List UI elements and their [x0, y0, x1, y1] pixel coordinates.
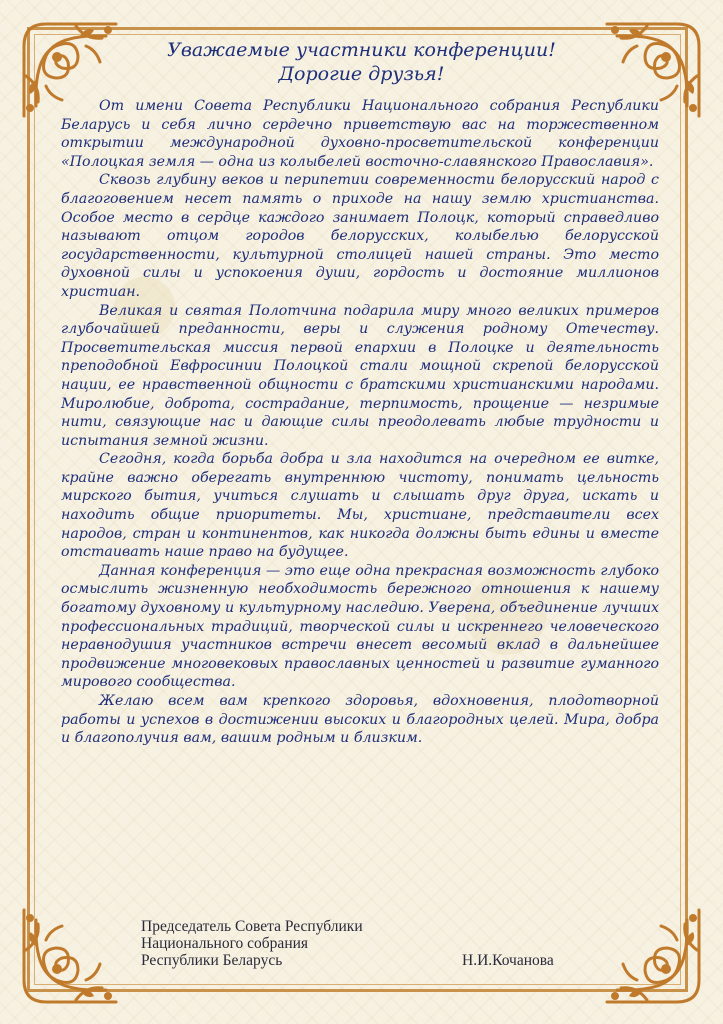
greeting-line-2: Дорогие друзья! [278, 63, 445, 85]
paragraph: Желаю всем вам крепкого здоровья, вдохновения, плодотворной работы и успехов в достижении высоких и благородных целей. Мира, добра и благополучия вам, вашим родным и близким. [61, 693, 659, 747]
greeting-line-1: Уважаемые участники конференции! [167, 39, 556, 61]
paragraph: Данная конференция — это еще одна прекрасная возможность глубоко осмыслить жизненную необходимость бережного отношения к нашему богатому духовному и культурному наследию. Уверена, объединение лучших профессиональных традиций, творческой силы и искреннего человеческого неравнодушия участников встречи внесет весомый вклад в дальнейшее продвижение многовековых православных ценностей и развитие гуманного мирового сообщества. [61, 562, 659, 691]
paragraph: Великая и святая Полотчина подарила миру много великих примеров глубочайшей преданности, веры и служения родному Отечеству. Просветительская миссия первой епархии в Полоцке и деятельность преподобной Евфросинии Полоцкой стали мощной скрепой белорусской нации, ее нравственной общности с братскими христианскими народами. Миролюбие, доброта, сострадание, терпимость, прощение — незримые нити, связующие нас и дающие силы преодолевать любые трудности и испытания земной жизни. [61, 302, 659, 449]
signatory-title-line: Республики Беларусь [141, 952, 283, 969]
paragraph: Сегодня, когда борьба добра и зла находится на очередном ее витке, крайне важно оберегать внутреннюю чистоту, понимать цельность мирского бытия, учиться слушать и слышать друг друга, искать и находить общие приоритеты. Мы, христиане, представители всех народов, стран и континентов, как никогда должны быть едины и вместе отстаивать наше право на будущее. [61, 451, 659, 561]
signatory-title-line: Национального собрания [141, 935, 309, 952]
corner-ornament-icon [16, 900, 126, 1010]
paragraph: Сквозь глубину веков и перипетии современности белорусский народ с благоговением несет память о приходе на нашу землю христианства. Особое место в сердце каждого занимает Полоцк, который справедливо называют отцом городов белорусских, колыбелью белорусской государственности, культурной столицей нашей страны. Это место духовной силы и успокоения души, гордость и достояние миллионов христиан. [61, 172, 659, 300]
corner-ornament-icon [597, 900, 707, 1010]
signatory-title [141, 918, 451, 969]
signatory-title-line: Председатель Совета Республики [141, 918, 363, 935]
paragraph: От имени Совета Республики Национального собрания Республики Беларусь и себя лично сердечно приветствую вас на торжественном открытии международной духовно-просветительской конференции «Полоцкая земля — одна из колыбелей восточно-славянского Православия». [61, 98, 659, 170]
letter-body [61, 97, 659, 748]
signatory-name: Н.И.Кочанова [462, 952, 554, 969]
